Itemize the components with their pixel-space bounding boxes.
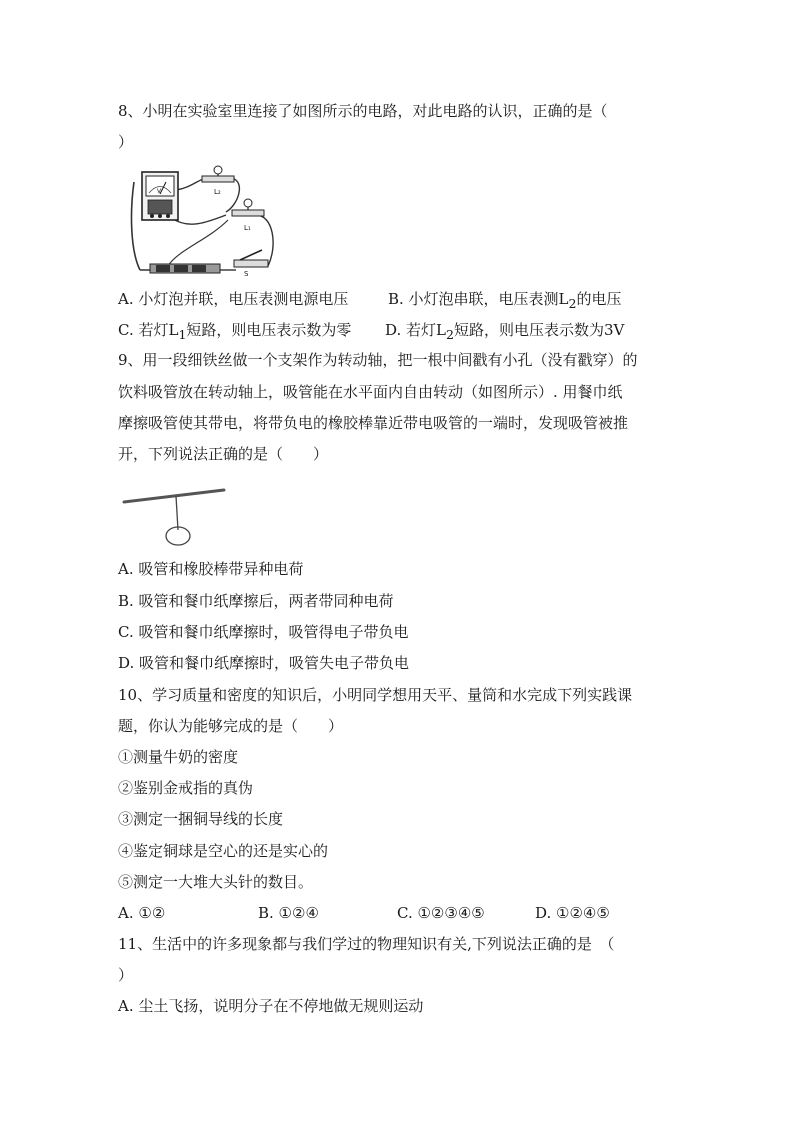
q10-item-1: ①测量牛奶的密度 — [118, 748, 239, 766]
switch-label: S — [244, 270, 249, 278]
battery — [150, 264, 220, 273]
lamp-l2-label: L₂ — [214, 188, 221, 196]
q8-stem-line-1: 8、小明在实验室里连接了如图所示的电路，对此电路的认识，正确的是（ — [118, 102, 608, 120]
lamp-l1-label: L₁ — [244, 224, 251, 232]
straw-figure — [120, 480, 230, 550]
q10-stem-line-1: 10、学习质量和密度的知识后，小明同学想用天平、量筒和水完成下列实践课 — [118, 686, 633, 704]
q10-item-4: ④鉴定铜球是空心的还是实心的 — [118, 842, 329, 860]
circuit-figure — [128, 160, 276, 278]
voltmeter-label: V — [157, 188, 162, 195]
switch — [234, 250, 268, 278]
q9-stem-line-1: 9、用一段细铁丝做一个支架作为转动轴，把一根中间戳有小孔（没有戳穿）的 — [118, 351, 638, 369]
q11-option-a: A. 尘土飞扬，说明分子在不停地做无规则运动 — [118, 997, 424, 1015]
q10-stem-line-2: 题，你认为能够完成的是（ ） — [118, 717, 344, 735]
q8-option-a: A. 小灯泡并联，电压表测电源电压 — [118, 290, 349, 308]
q10-option-b: B. ①②④ — [258, 904, 319, 922]
q11-stem-line-2: ） — [118, 966, 134, 984]
q10-option-c: C. ①②③④⑤ — [397, 904, 485, 922]
q10-option-a: A. ①② — [118, 904, 166, 922]
q9-option-c: C. 吸管和餐巾纸摩擦时，吸管得电子带负电 — [118, 623, 409, 641]
q11-stem-line-1: 11、生活中的许多现象都与我们学过的物理知识有关,下列说法正确的是 （ — [118, 935, 615, 953]
voltmeter — [142, 172, 178, 220]
q10-item-5: ⑤测定一大堆大头针的数目。 — [118, 873, 314, 891]
q10-item-3: ③测定一捆铜导线的长度 — [118, 810, 284, 828]
q9-stem-line-2: 饮料吸管放在转动轴上，吸管能在水平面内自由转动（如图所示）. 用餐巾纸 — [118, 383, 623, 401]
q9-option-a: A. 吸管和橡胶棒带异种电荷 — [118, 560, 304, 578]
lamp-l1 — [232, 199, 264, 232]
q10-item-2: ②鉴别金戒指的真伪 — [118, 779, 254, 797]
lamp-l2 — [202, 166, 234, 196]
q8-option-b: B. 小灯泡串联，电压表测$L_2$的电压 — [388, 290, 622, 311]
q10-option-d: D. ①②④⑤ — [535, 904, 610, 922]
q9-option-b: B. 吸管和餐巾纸摩擦后，两者带同种电荷 — [118, 592, 394, 610]
q8-stem-line-2: ） — [118, 133, 134, 151]
q9-stem-line-3: 摩擦吸管使其带电，将带负电的橡胶棒靠近带电吸管的一端时，发现吸管被推 — [118, 414, 629, 432]
q9-option-d: D. 吸管和餐巾纸摩擦时，吸管失电子带负电 — [118, 654, 410, 672]
q8-option-c: C. 若灯$L_1$短路，则电压表示数为零 — [118, 321, 352, 342]
q8-option-d: D. 若灯$L_2$短路，则电压表示数为3V — [385, 321, 625, 342]
q9-stem-line-4: 开，下列说法正确的是（ ） — [118, 445, 329, 463]
